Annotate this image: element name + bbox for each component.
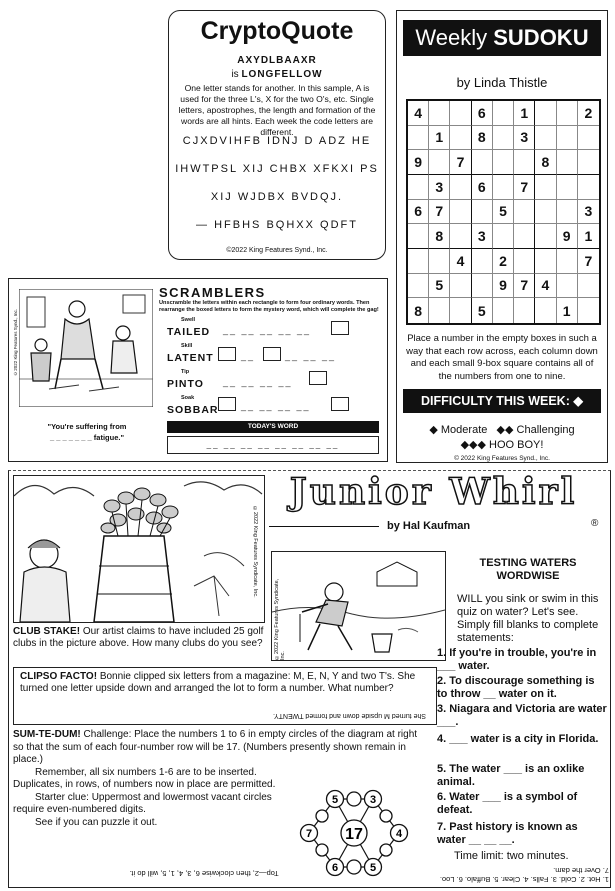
cryptoquote-panel (168, 10, 386, 260)
sudoku-cell[interactable] (493, 101, 514, 126)
sudoku-cell[interactable] (450, 224, 471, 249)
cryptoquote-line: IHWTPSL XIJ CHBX XFKXI PS (175, 163, 379, 175)
sudoku-cell[interactable] (578, 175, 599, 200)
sudoku-cell[interactable] (429, 150, 450, 175)
sudoku-cell[interactable] (578, 126, 599, 151)
scramblers-box[interactable] (263, 347, 281, 361)
cryptoquote-sample-word: LONGFELLOW (241, 69, 323, 80)
sudoku-cell[interactable] (535, 200, 556, 225)
sudoku-panel (396, 10, 608, 463)
quiz-question: 4. ___ water is a city in Florida. (437, 733, 599, 745)
scramblers-caption-line2: _ _ _ _ _ _ _ fatigue." (49, 433, 125, 442)
scramblers-hint: Tip (181, 369, 190, 375)
sudoku-cell[interactable] (450, 298, 471, 323)
sudoku-difficulty: DIFFICULTY THIS WEEK: ◆ (403, 389, 601, 413)
sudoku-cell: 4 (450, 249, 471, 274)
sudoku-banner (403, 20, 601, 56)
scramblers-hint: Swell (181, 317, 196, 323)
sudoku-level-challenging: ◆◆ Challenging (496, 424, 575, 436)
sudoku-cell: 4 (535, 274, 556, 299)
sudoku-cell: 5 (472, 298, 493, 323)
sum-answer-upside-down: Top—2, then clockwise 6, 3, 4, 1, 5, will do it. (129, 869, 279, 878)
scramblers-caption-end: fatigue." (93, 433, 125, 442)
quiz-question: 7. Past history is known as water __ __ __. (437, 821, 578, 846)
sudoku-cell: 1 (557, 298, 578, 323)
scramblers-box[interactable] (331, 397, 349, 411)
scramblers-hint: Skill (181, 343, 193, 349)
sudoku-cell: 6 (472, 101, 493, 126)
sudoku-banner-light: Weekly (415, 25, 488, 50)
cryptoquote-line: — HFBHS BQHXX QDFT (196, 219, 358, 231)
quiz-question: 6. Water ___ is a symbol of defeat. (437, 791, 578, 816)
sum-diagram (295, 787, 413, 879)
sum-paragraph: See if you can puzzle it out. (35, 816, 158, 828)
testing-waters-title-line1: TESTING WATERS (479, 557, 577, 569)
sudoku-cell[interactable] (472, 249, 493, 274)
sudoku-cell: 5 (429, 274, 450, 299)
scramblers-todays-word-label: TODAY'S WORD (167, 421, 379, 433)
scramblers-box[interactable] (309, 371, 327, 385)
sudoku-cell: 7 (450, 150, 471, 175)
cryptoquote-title: CryptoQuote (200, 17, 354, 45)
boy-water-illustration (272, 552, 445, 660)
scramblers-box[interactable] (218, 347, 236, 361)
scramblers-title: SCRAMBLERS (159, 285, 266, 300)
diagram-center: 17 (345, 826, 363, 843)
sudoku-author: by Linda Thistle (456, 75, 548, 90)
sudoku-cell: 8 (429, 224, 450, 249)
clipso-text: Bonnie clipped six letters from a magazine: M, E, N, Y and two T's. She turned one letter upside down and arranged the lot to form a number. What number? (20, 671, 416, 694)
sudoku-cell[interactable] (450, 126, 471, 151)
diagram-number: 5 (369, 862, 377, 874)
scramblers-cartoon-image (19, 289, 153, 407)
sudoku-cell[interactable] (557, 126, 578, 151)
sudoku-cell[interactable] (578, 274, 599, 299)
sudoku-cell: 7 (514, 274, 535, 299)
junior-whirl-logo: Junior Whirl (289, 471, 578, 513)
diagram-number: 7 (305, 828, 313, 840)
sudoku-cell: 4 (408, 101, 429, 126)
sudoku-cell[interactable] (408, 249, 429, 274)
sum-label: SUM-TE-DUM! (13, 729, 81, 740)
sudoku-cell[interactable] (450, 101, 471, 126)
sudoku-cell[interactable] (493, 175, 514, 200)
sudoku-cell[interactable] (493, 224, 514, 249)
quiz-question: 3. Niagara and Victoria are water ___. (437, 703, 607, 728)
sudoku-cell[interactable] (535, 224, 556, 249)
quiz-question: 1. If you're in trouble, you're in ___ water. (437, 647, 597, 672)
sudoku-cell[interactable] (557, 200, 578, 225)
sudoku-cell[interactable] (535, 126, 556, 151)
cryptoquote-explanation: One letter stands for another. In this sample, A is used for the three L's, X for the two O's, etc. Single letters, apostrophes, the length and formation of the words are all hints. Each week the code letters are different. (178, 83, 376, 137)
junior-whirl-copyright: ©2022 King Features Syndicate, Inc. (252, 506, 258, 598)
golf-clubs-illustration (14, 476, 264, 622)
sudoku-level-hoo-boy: ◆◆◆ HOO BOY! (460, 439, 544, 451)
sudoku-cell[interactable] (514, 150, 535, 175)
sudoku-cell: 7 (514, 175, 535, 200)
club-stake-label: CLUB STAKE! (13, 626, 81, 637)
junior-whirl-panel (8, 470, 611, 888)
sudoku-cell: 8 (408, 298, 429, 323)
sudoku-cell[interactable] (557, 101, 578, 126)
sudoku-instructions: Place a number in the empty boxes in such a way that each row across, each column down and each small 9-box square contains all of the numbers from one to nine. (406, 333, 598, 382)
sudoku-cell[interactable] (450, 274, 471, 299)
sudoku-levels-row (397, 423, 607, 436)
sudoku-cell[interactable] (514, 298, 535, 323)
scramblers-answer-blanks[interactable]: __ __ __ __ __ (223, 325, 312, 335)
scramblers-answer-blanks[interactable]: __ __ __ __ (223, 377, 293, 387)
testing-waters-title-line2: WORDWISE (496, 570, 560, 582)
sudoku-level-moderate: ◆ Moderate (429, 424, 488, 436)
sudoku-cell[interactable] (429, 101, 450, 126)
diagram-number: 5 (331, 794, 339, 806)
scramblers-box[interactable] (331, 321, 349, 335)
scramblers-hint: Soak (181, 395, 195, 401)
sudoku-banner-bold: SUDOKU (493, 25, 589, 50)
sum-paragraph: Remember, all six numbers 1-6 are to be inserted. Duplicates, in rows, of numbers now in place are permitted. (13, 766, 276, 790)
sudoku-cell[interactable] (472, 150, 493, 175)
sudoku-cell: 3 (578, 200, 599, 225)
sudoku-cell: 1 (429, 126, 450, 151)
sudoku-cell: 9 (557, 224, 578, 249)
sudoku-cell: 9 (493, 274, 514, 299)
sudoku-cell: 7 (429, 200, 450, 225)
cryptoquote-sample-is: is (231, 69, 239, 80)
sudoku-cell: 3 (514, 126, 535, 151)
sudoku-cell[interactable] (408, 175, 429, 200)
scramblers-answer-blanks[interactable]: __ (241, 351, 256, 361)
clipso-label: CLIPSO FACTO! (20, 671, 98, 682)
water-picture (271, 551, 446, 661)
scramblers-answer-blanks[interactable]: __ __ __ __ (241, 401, 311, 411)
club-stake-body: Our artist claims to have included 25 golf clubs in the picture above. How many clubs do you see? (13, 626, 264, 649)
sudoku-cell[interactable] (514, 200, 535, 225)
cryptoquote-sample-answer (169, 69, 385, 80)
sudoku-cell: 1 (514, 101, 535, 126)
sudoku-cell[interactable] (450, 200, 471, 225)
clipso-answer-upside-down: She turned M upside down and formed TWENTY. (272, 712, 426, 719)
sudoku-cell[interactable] (493, 298, 514, 323)
sudoku-cell[interactable] (408, 274, 429, 299)
sudoku-cell: 6 (408, 200, 429, 225)
sudoku-cell[interactable] (429, 249, 450, 274)
sudoku-cell: 2 (493, 249, 514, 274)
sudoku-cell[interactable] (493, 150, 514, 175)
sudoku-cell: 8 (535, 150, 556, 175)
scramblers-answer-blanks[interactable]: __ __ __ (285, 351, 337, 361)
sudoku-cell: 3 (472, 224, 493, 249)
testing-waters-title (449, 557, 607, 583)
sudoku-cell[interactable] (472, 274, 493, 299)
quiz-question: 2. To discourage something is to throw __ water on it. (437, 675, 595, 700)
scramblers-caption (21, 421, 153, 443)
sudoku-cell[interactable] (578, 150, 599, 175)
cryptoquote-line: CJXDVIHFB IDNJ D ADZ HE (182, 135, 372, 147)
sudoku-cell: 9 (408, 150, 429, 175)
quiz-answers-upside-down: 1. Hot. 2. Cold. 3. Falls. 4. Clear. 5. Buffalo. 6. Loo. 7. Over the dam. (439, 866, 609, 884)
time-limit: Time limit: two minutes. (454, 850, 569, 862)
sudoku-cell[interactable] (408, 224, 429, 249)
scramblers-instructions: Unscramble the letters within each rectangle to form four ordinary words. Then rearrange the boxed letters to form the mystery word, which will complete the gag! (159, 300, 379, 313)
scramblers-word: SOBBAR (167, 404, 219, 416)
diagram-number: 4 (395, 828, 403, 840)
sudoku-cell[interactable] (557, 274, 578, 299)
sudoku-cell: 8 (472, 126, 493, 151)
sudoku-cell[interactable] (578, 298, 599, 323)
sudoku-cell[interactable] (514, 224, 535, 249)
scramblers-word: TAILED (167, 326, 211, 338)
sudoku-cell: 2 (578, 101, 599, 126)
scramblers-copyright: ©2022 King Features Synd., Inc. (13, 309, 18, 376)
sudoku-cell[interactable] (557, 175, 578, 200)
sudoku-cell[interactable] (557, 249, 578, 274)
sudoku-cell[interactable] (450, 175, 471, 200)
sudoku-copyright: © 2022 King Features Synd., Inc. (454, 455, 550, 462)
sudoku-cell[interactable] (408, 126, 429, 151)
golf-clubs-picture (13, 475, 265, 623)
scramblers-panel (8, 278, 388, 462)
sudoku-cell[interactable] (493, 126, 514, 151)
sudoku-cell[interactable] (535, 298, 556, 323)
registered-mark: ® (591, 518, 599, 529)
sum-paragraph: Starter clue: Uppermost and lowermost vacant circles require even-numbered digits. (13, 791, 272, 815)
sudoku-cell[interactable] (535, 175, 556, 200)
quiz-question: 5. The water ___ is an oxlike animal. (437, 763, 585, 788)
water-picture-copyright: ©2022 King Features Syndicate, Inc. (274, 578, 286, 660)
diagram-number: 6 (331, 862, 339, 874)
logo-rule (269, 526, 379, 527)
sudoku-cell[interactable] (514, 249, 535, 274)
clipso-facto-box (13, 667, 437, 725)
cryptoquote-line: XIJ WJDBX BVDQJ. (210, 191, 344, 203)
sudoku-cell[interactable] (429, 298, 450, 323)
sudoku-cell: 3 (429, 175, 450, 200)
scramblers-caption-line1: "You're suffering from (47, 422, 127, 431)
sudoku-cell: 7 (578, 249, 599, 274)
sudoku-cell[interactable] (535, 101, 556, 126)
sum-text: Challenge: Place the numbers 1 to 6 in empty circles of the diagram at right so that the sum of each four-number row will be 17. (Numbers presently shown remain in place.) (13, 729, 418, 765)
sudoku-cell: 1 (578, 224, 599, 249)
scramblers-word: LATENT (167, 352, 214, 364)
sudoku-cell: 5 (493, 200, 514, 225)
testing-waters-intro: WILL you sink or swim in this quiz on water? Let's see. Simply fill blanks to complete statements: (457, 593, 599, 644)
sudoku-cell[interactable] (472, 200, 493, 225)
junior-whirl-author: by Hal Kaufman (387, 520, 471, 532)
scramblers-todays-word-blanks[interactable]: __ __ __ __ __ __ __ __ (167, 436, 379, 454)
sudoku-cell[interactable] (535, 249, 556, 274)
diagram-number: 3 (369, 794, 377, 806)
scramblers-box[interactable] (218, 397, 236, 411)
sudoku-cell: 6 (472, 175, 493, 200)
cryptoquote-sample-code: AXYDLBAAXR (237, 55, 317, 66)
cryptoquote-copyright: ©2022 King Features Synd., Inc. (226, 247, 328, 254)
scramblers-word: PINTO (167, 378, 204, 390)
sudoku-cell[interactable] (557, 150, 578, 175)
sudoku-grid (406, 99, 601, 325)
club-stake-text (13, 626, 265, 650)
